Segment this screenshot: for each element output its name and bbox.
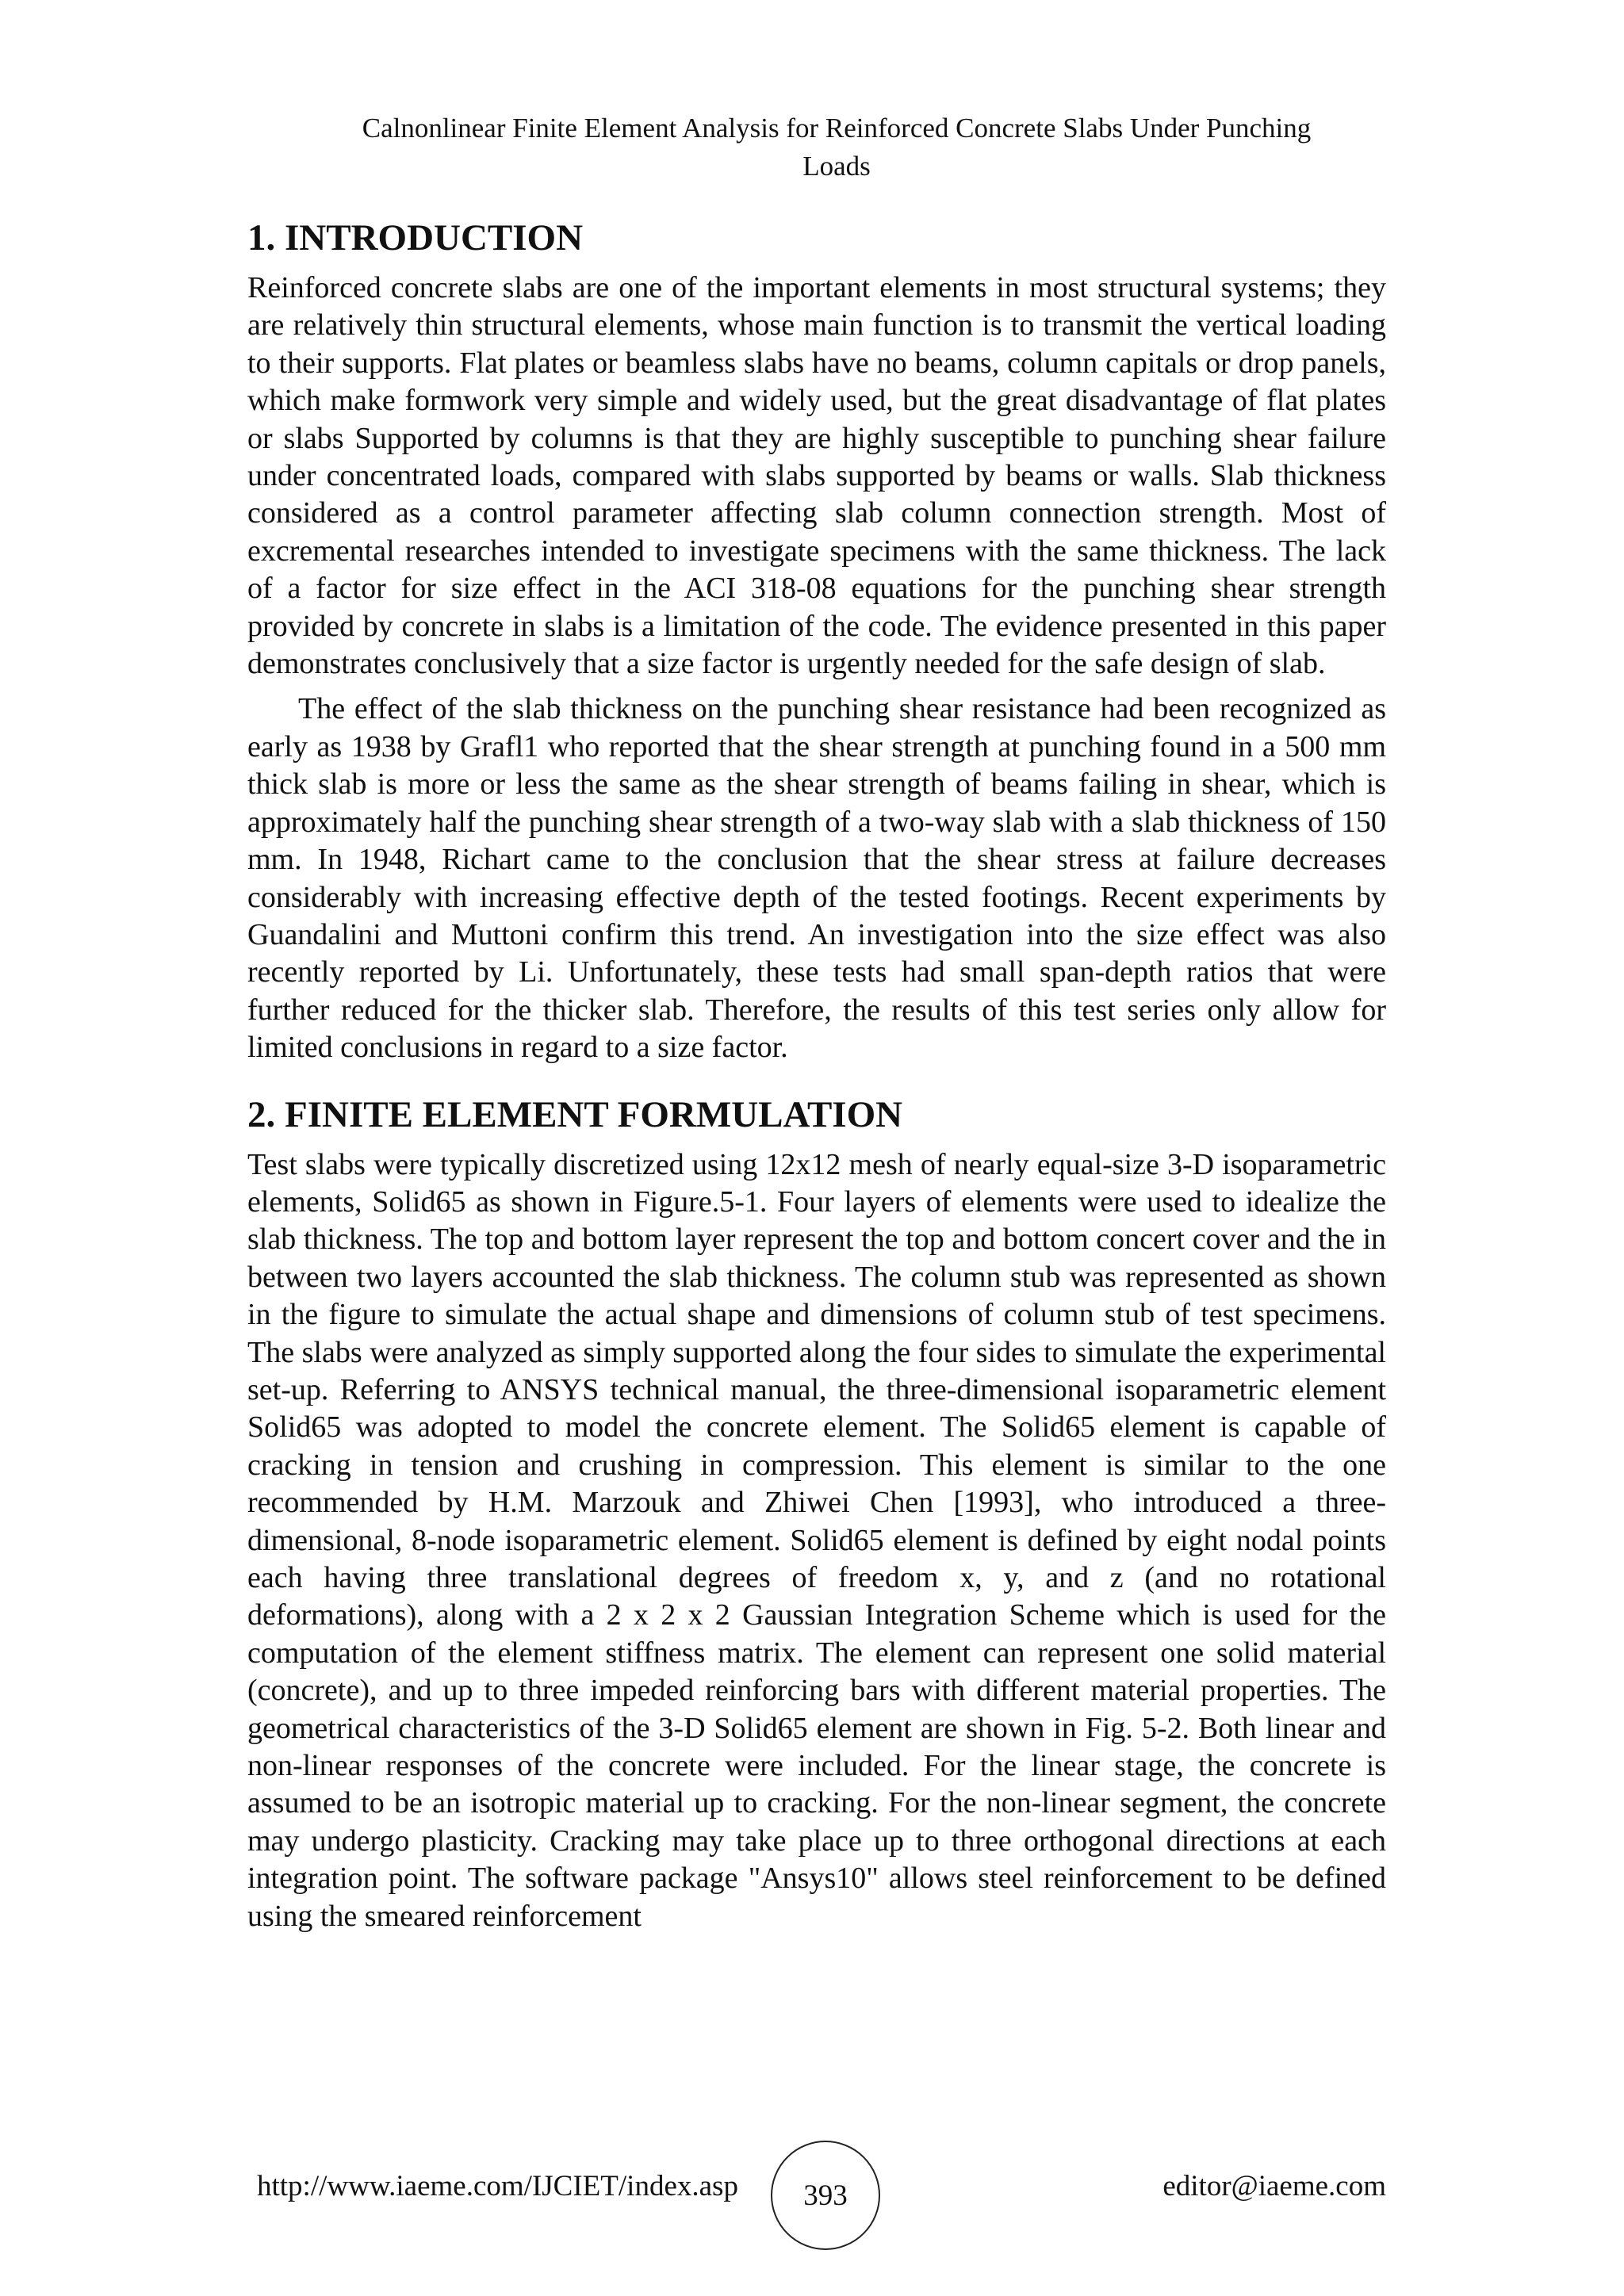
section-finite-element-formulation [247,1091,1386,1936]
article-body [247,214,1386,1935]
footer-email-link[interactable]: editor@iaeme.com [1162,2170,1386,2202]
footer-url-link[interactable]: http://www.iaeme.com/IJCIET/index.asp [257,2170,738,2202]
page-number-badge [771,2141,880,2250]
section-heading-introduction: 1. INTRODUCTION [247,217,584,258]
running-header-line-1: Calnonlinear Finite Element Analysis for Reinforced Concrete Slabs Under Punching [362,113,1312,144]
page-number: 393 [803,2179,848,2212]
section-introduction [247,214,1386,1067]
paragraph: Test slabs were typically discretized using 12x12 mesh of nearly equal-size 3-D isoparametric elements, Solid65 as shown in Figure.5-1. Four layers of elements were used to idealize the slab thickness. The top and bottom layer represent the top and bottom concert cover and the in between two layers accounted the slab thickness. The column stub was represented as shown in the figure to simulate the actual shape and dimensions of column stub of test specimens. The slabs were analyzed as simply supported along the four sides to simulate the experimental set-up. Referring to ANSYS technical manual, the three-dimensional isoparametric element Solid65 was adopted to model the concrete element. The Solid65 element is capable of cracking in tension and crushing in compression. This element is similar to the one recommended by H.M. Marzouk and Zhiwei Chen [1993], who introduced a three-dimensional, 8-node isoparametric element. Solid65 element is defined by eight nodal points each having three translational degrees of freedom x, y, and z (and no rotational deformations), along with a 2 x 2 x 2 Gaussian Integration Scheme which is used for the computation of the element stiffness matrix. The element can represent one solid material (concrete), and up to three impeded reinforcing bars with different material properties. The geometrical characteristics of the 3-D Solid65 element are shown in Fig. 5-2. Both linear and non-linear responses of the concrete were included. For the linear stage, the concrete is assumed to be an isotropic material up to cracking. For the non-linear segment, the concrete may undergo plasticity. Cracking may take place up to three orthogonal directions at each integration point. The software package "Ansys10" allows steel reinforcement to be defined using the smeared reinforcement [247,1147,1386,1933]
section-heading-finite-element-formulation: 2. FINITE ELEMENT FORMULATION [247,1093,903,1135]
paragraph: Reinforced concrete slabs are one of the important elements in most structural systems; they are relatively thin structural elements, whose main function is to transmit the vertical loading to their supports. Flat plates or beamless slabs have no beams, column capitals or drop panels, which make formwork very simple and widely used, but the great disadvantage of flat plates or slabs Supported by columns is that they are highly susceptible to punching shear failure under concentrated loads, compared with slabs supported by beams or walls. Slab thickness considered as a control parameter affecting slab column connection strength. Most of excremental researches intended to investigate specimens with the same thickness. The lack of a factor for size effect in the ACI 318-08 equations for the punching shear strength provided by concrete in slabs is a limitation of the code. The evidence presented in this paper demonstrates conclusively that a size factor is urgently needed for the safe design of slab. [247,271,1386,681]
running-header-line-2: Loads [802,151,871,182]
page-footer [247,2141,1386,2228]
paragraph: The effect of the slab thickness on the punching shear resistance had been recognized as early as 1938 by Grafl1 who reported that the shear strength at punching found in a 500 mm thick slab is more or less the same as the shear strength of beams failing in shear, which is approximately half the punching shear strength of a two-way slab with a slab thickness of 150 mm. In 1948, Richart came to the conclusion that the shear stress at failure decreases considerably with increasing effective depth of the tested footings. Recent experiments by Guandalini and Muttoni confirm this trend. An investigation into the size effect was also recently reported by Li. Unfortunately, these tests had small span-depth ratios that were further reduced for the thicker slab. Therefore, the results of this test series only allow for limited conclusions in regard to a size factor. [247,692,1386,1065]
running-header [301,109,1372,186]
